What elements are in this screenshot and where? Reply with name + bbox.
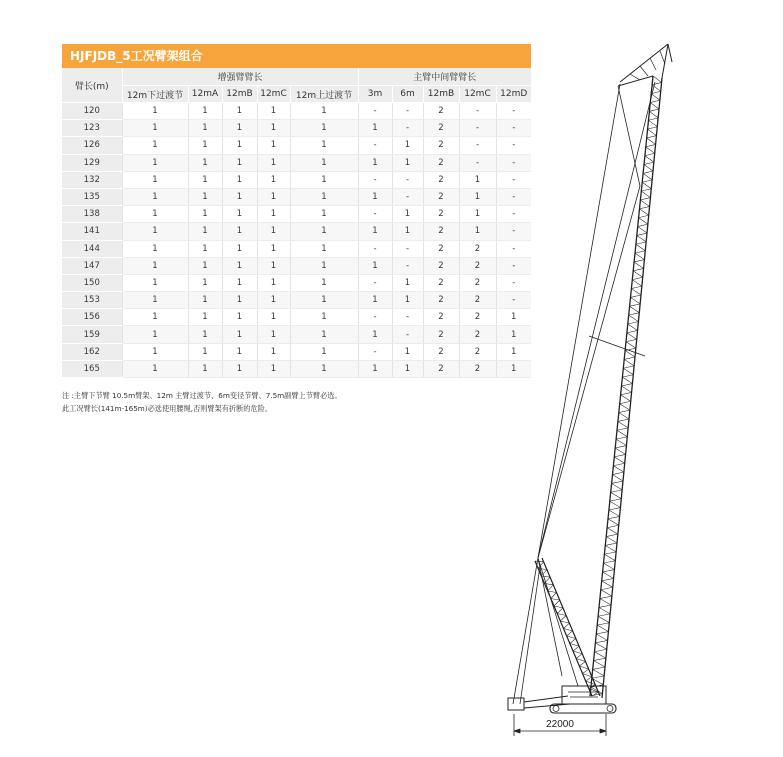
table-cell: 1 [290, 223, 358, 240]
table-cell: 2 [423, 137, 459, 154]
reinforced-boom-group-header: 增强臂臂长 [122, 68, 358, 86]
table-cell: 1 [290, 292, 358, 309]
table-cell: 1 [222, 223, 257, 240]
table-cell: 1 [257, 240, 290, 257]
table-cell: - [392, 120, 423, 137]
table-cell: - [392, 309, 423, 326]
table-cell: - [496, 257, 531, 274]
table-cell: 1 [122, 274, 188, 291]
column-header: 3m [358, 86, 392, 103]
table-cell: 1 [122, 309, 188, 326]
table-cell: 1 [459, 206, 496, 223]
table-cell: 1 [222, 360, 257, 377]
table-cell: - [496, 137, 531, 154]
table-cell: 1 [188, 274, 222, 291]
table-cell: 1 [122, 154, 188, 171]
table-cell: 1 [122, 292, 188, 309]
table-notes [62, 389, 532, 415]
table-cell: 2 [423, 343, 459, 360]
table-cell: 2 [423, 309, 459, 326]
table-cell: 2 [459, 326, 496, 343]
table-cell: 1 [257, 309, 290, 326]
table-cell: 1 [257, 223, 290, 240]
table-cell: 1 [290, 137, 358, 154]
table-cell: 1 [290, 120, 358, 137]
table-cell: 1 [496, 309, 531, 326]
table-cell: 1 [188, 326, 222, 343]
table-cell: 2 [459, 240, 496, 257]
table-cell: 1 [496, 360, 531, 377]
table-cell: 1 [290, 274, 358, 291]
table-cell: 2 [423, 171, 459, 188]
table-row [62, 360, 531, 377]
boom-combination-table [62, 68, 531, 378]
table-cell: 1 [188, 137, 222, 154]
table-cell: 1 [358, 188, 392, 205]
table-cell: - [358, 274, 392, 291]
boom-length-cell: 138 [62, 206, 122, 223]
table-cell: 1 [122, 360, 188, 377]
table-cell: 1 [222, 154, 257, 171]
column-header: 12m上过渡节 [290, 86, 358, 103]
table-cell: - [392, 240, 423, 257]
table-cell: - [459, 103, 496, 120]
table-cell: 2 [423, 120, 459, 137]
table-row [62, 223, 531, 240]
table-cell: - [358, 171, 392, 188]
boom-combination-table-section [62, 44, 531, 378]
table-cell: 1 [358, 154, 392, 171]
table-cell: 1 [358, 326, 392, 343]
column-header: 12mD [496, 86, 531, 103]
table-cell: 1 [392, 137, 423, 154]
table-cell: 1 [122, 206, 188, 223]
table-cell: 1 [459, 171, 496, 188]
table-cell: - [358, 103, 392, 120]
boom-length-cell: 159 [62, 326, 122, 343]
boom-length-cell: 120 [62, 103, 122, 120]
table-cell: 1 [257, 360, 290, 377]
table-cell: 1 [122, 223, 188, 240]
table-cell: - [459, 137, 496, 154]
table-cell: 1 [290, 240, 358, 257]
superlift-counterweight [508, 696, 570, 710]
table-cell: 1 [188, 171, 222, 188]
table-cell: 1 [358, 292, 392, 309]
note-line-2: 此工况臂长(141m-165m)必选使用腰绳,否则臂架有折断的危险。 [62, 404, 273, 413]
table-cell: - [358, 137, 392, 154]
table-row [62, 274, 531, 291]
table-cell: 1 [392, 360, 423, 377]
table-cell: - [358, 206, 392, 223]
crawler-base [550, 686, 616, 713]
rigging-lines [513, 82, 655, 704]
table-cell: 1 [392, 274, 423, 291]
table-row [62, 137, 531, 154]
table-cell: 1 [392, 292, 423, 309]
table-cell: 1 [257, 188, 290, 205]
boom-length-cell: 126 [62, 137, 122, 154]
boom-length-cell: 153 [62, 292, 122, 309]
boom-length-cell: 144 [62, 240, 122, 257]
table-cell: 1 [188, 154, 222, 171]
table-cell: 2 [459, 292, 496, 309]
table-row [62, 326, 531, 343]
table-cell: 1 [122, 103, 188, 120]
column-header: 12mA [188, 86, 222, 103]
table-cell: 1 [188, 188, 222, 205]
table-row [62, 309, 531, 326]
working-radius-label: 22000 [546, 719, 574, 730]
table-cell: 1 [257, 292, 290, 309]
table-cell: 1 [257, 326, 290, 343]
table-cell: 1 [188, 309, 222, 326]
table-row [62, 206, 531, 223]
table-cell: - [496, 103, 531, 120]
boom-length-cell: 141 [62, 223, 122, 240]
column-header: 12mC [257, 86, 290, 103]
table-row [62, 343, 531, 360]
table-cell: - [496, 171, 531, 188]
table-row [62, 171, 531, 188]
table-row [62, 154, 531, 171]
table-cell: 1 [188, 206, 222, 223]
table-cell: 1 [290, 206, 358, 223]
table-cell: - [358, 343, 392, 360]
boom-length-cell: 150 [62, 274, 122, 291]
table-cell: - [459, 154, 496, 171]
table-cell: - [496, 292, 531, 309]
table-cell: 2 [459, 360, 496, 377]
table-cell: 1 [459, 223, 496, 240]
table-cell: 2 [459, 274, 496, 291]
table-cell: 1 [392, 223, 423, 240]
table-cell: 1 [257, 274, 290, 291]
table-cell: - [496, 240, 531, 257]
table-cell: - [459, 120, 496, 137]
boom-length-cell: 156 [62, 309, 122, 326]
table-cell: 2 [423, 292, 459, 309]
table-cell: - [392, 257, 423, 274]
table-cell: 1 [290, 343, 358, 360]
table-cell: 2 [423, 103, 459, 120]
table-cell: 1 [122, 240, 188, 257]
table-cell: 1 [188, 257, 222, 274]
column-header: 12mC [459, 86, 496, 103]
boom-length-cell: 165 [62, 360, 122, 377]
table-cell: 1 [392, 154, 423, 171]
table-cell: 1 [290, 326, 358, 343]
table-cell: 1 [358, 120, 392, 137]
boom-length-cell: 147 [62, 257, 122, 274]
table-cell: 1 [222, 257, 257, 274]
table-cell: 1 [222, 171, 257, 188]
table-cell: - [358, 240, 392, 257]
table-cell: 1 [188, 292, 222, 309]
table-cell: 1 [496, 343, 531, 360]
table-cell: 1 [188, 103, 222, 120]
table-cell: 1 [290, 188, 358, 205]
table-cell: 1 [122, 257, 188, 274]
table-cell: 1 [290, 309, 358, 326]
column-header: 6m [392, 86, 423, 103]
table-cell: 1 [222, 292, 257, 309]
main-boom-group-header: 主臂中间臂臂长 [358, 68, 531, 86]
table-cell: 1 [392, 206, 423, 223]
table-cell: - [496, 274, 531, 291]
table-cell: 1 [122, 343, 188, 360]
table-cell: - [496, 154, 531, 171]
table-cell: 2 [423, 274, 459, 291]
table-cell: - [392, 171, 423, 188]
boom-length-cell: 123 [62, 120, 122, 137]
table-cell: - [392, 326, 423, 343]
table-cell: 2 [423, 223, 459, 240]
table-cell: 1 [222, 326, 257, 343]
table-cell: 1 [188, 343, 222, 360]
table-cell: 1 [257, 137, 290, 154]
table-cell: 1 [459, 188, 496, 205]
table-cell: 2 [423, 206, 459, 223]
column-header: 12mB [222, 86, 257, 103]
table-cell: 1 [257, 257, 290, 274]
table-row [62, 103, 531, 120]
table-cell: 1 [122, 171, 188, 188]
table-row [62, 188, 531, 205]
boom-length-cell: 162 [62, 343, 122, 360]
boom-length-cell: 129 [62, 154, 122, 171]
main-boom [590, 76, 662, 698]
table-row [62, 240, 531, 257]
table-cell: 1 [122, 188, 188, 205]
table-cell: 1 [122, 120, 188, 137]
column-header: 12mB [423, 86, 459, 103]
table-cell: 1 [122, 137, 188, 154]
table-cell: 2 [459, 257, 496, 274]
table-cell: 1 [222, 188, 257, 205]
table-cell: 1 [496, 326, 531, 343]
table-row [62, 120, 531, 137]
table-cell: 2 [423, 360, 459, 377]
table-cell: 1 [222, 274, 257, 291]
table-cell: 1 [257, 171, 290, 188]
table-cell: 2 [423, 326, 459, 343]
table-cell: 1 [122, 326, 188, 343]
table-cell: 1 [257, 103, 290, 120]
table-cell: - [496, 120, 531, 137]
table-cell: - [496, 223, 531, 240]
table-cell: 1 [222, 120, 257, 137]
table-cell: 1 [188, 360, 222, 377]
table-cell: 1 [222, 103, 257, 120]
table-cell: 2 [423, 188, 459, 205]
table-cell: 1 [257, 120, 290, 137]
table-cell: 2 [459, 343, 496, 360]
table-cell: - [496, 188, 531, 205]
table-cell: 1 [290, 360, 358, 377]
table-cell: 2 [459, 309, 496, 326]
table-cell: 1 [358, 223, 392, 240]
luffing-jib [618, 44, 672, 86]
table-cell: 1 [188, 223, 222, 240]
table-cell: 2 [423, 240, 459, 257]
table-title: HJFJDB_5工况臂架组合 [62, 44, 531, 68]
table-cell: 1 [188, 120, 222, 137]
table-cell: 1 [257, 343, 290, 360]
table-row [62, 257, 531, 274]
table-cell: 1 [290, 257, 358, 274]
table-cell: 1 [222, 343, 257, 360]
table-cell: 1 [188, 240, 222, 257]
table-cell: 1 [392, 343, 423, 360]
table-cell: 2 [423, 154, 459, 171]
table-cell: 1 [222, 240, 257, 257]
table-cell: 1 [222, 137, 257, 154]
column-header: 12m下过渡节 [122, 86, 188, 103]
table-cell: 1 [290, 103, 358, 120]
table-cell: - [392, 103, 423, 120]
note-line-1: 注 :主臂下节臂 10.5m臂架、12m 主臂过渡节、6m变径节臂、7.5m副臂上节臂必选。 [62, 391, 342, 400]
table-cell: 1 [290, 171, 358, 188]
table-row [62, 292, 531, 309]
table-cell: 1 [358, 257, 392, 274]
table-cell: - [392, 188, 423, 205]
table-cell: - [358, 309, 392, 326]
table-cell: - [496, 206, 531, 223]
table-cell: 1 [222, 309, 257, 326]
boom-length-header: 臂长(m) [62, 68, 122, 103]
table-cell: 1 [290, 154, 358, 171]
boom-length-cell: 135 [62, 188, 122, 205]
crane-drawing [490, 36, 710, 741]
boom-length-cell: 132 [62, 171, 122, 188]
table-cell: 1 [358, 360, 392, 377]
table-cell: 1 [222, 206, 257, 223]
table-cell: 2 [423, 257, 459, 274]
table-cell: 1 [257, 154, 290, 171]
table-cell: 1 [257, 206, 290, 223]
